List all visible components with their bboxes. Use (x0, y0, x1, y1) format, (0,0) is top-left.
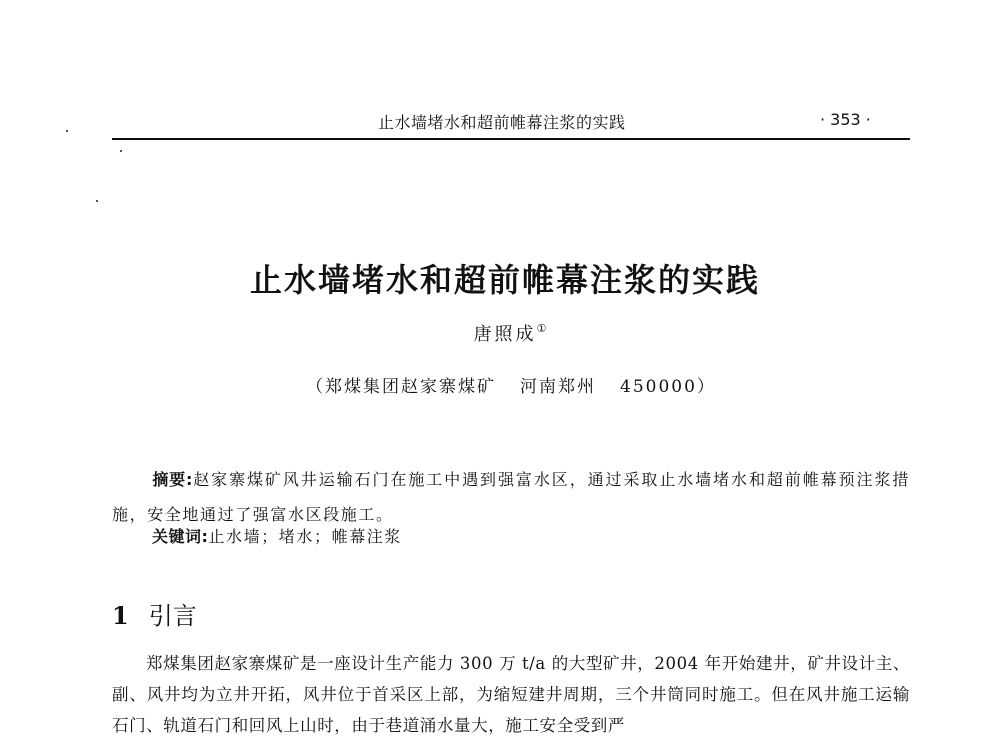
abstract (112, 462, 910, 532)
author-name: 唐照成 (473, 324, 537, 345)
body-paragraph (112, 648, 910, 741)
header-rule (112, 138, 910, 140)
scan-speck (120, 150, 122, 152)
scan-speck (66, 130, 68, 132)
keywords-label: 关键词: (152, 527, 209, 546)
section-heading (112, 596, 197, 631)
affiliation-postcode: 450000） (620, 377, 716, 397)
abstract-text: 赵家寨煤矿风井运输石门在施工中遇到强富水区，通过采取止水墙堵水和超前帷幕预注浆措施，安全地通过了强富水区段施工。 (112, 470, 910, 524)
affiliation-location: 河南郑州 (520, 377, 597, 397)
keywords-text: 止水墙；堵水；帷幕注浆 (208, 527, 403, 546)
affiliation (0, 372, 1000, 397)
running-header-title: 止水墙堵水和超前帷幕注浆的实践 (378, 113, 626, 132)
abstract-label: 摘要: (152, 470, 193, 489)
section-title: 引言 (148, 602, 197, 630)
keywords (152, 524, 402, 547)
section-number: 1 (112, 601, 129, 630)
affiliation-org: （郑煤集团赵家寨煤矿 (306, 377, 497, 397)
page-number: · 353 · (820, 110, 871, 129)
scan-speck (96, 200, 98, 202)
author-line (0, 320, 1000, 346)
paragraph-text: 郑煤集团赵家寨煤矿是一座设计生产能力 300 万 t/a 的大型矿井，2004 年开始建井，矿井设计主、副、风井均为立井开拓，风井位于首采区上部，为缩短建井周期，三个井筒同时施工。但在风井施工运输石门、轨道石门和回风上山时，由于巷道涌水量大，施工安全受到严 (112, 654, 910, 735)
article-title: 止水墙堵水和超前帷幕注浆的实践 (249, 261, 760, 299)
author-footnote-mark: ① (536, 322, 547, 335)
